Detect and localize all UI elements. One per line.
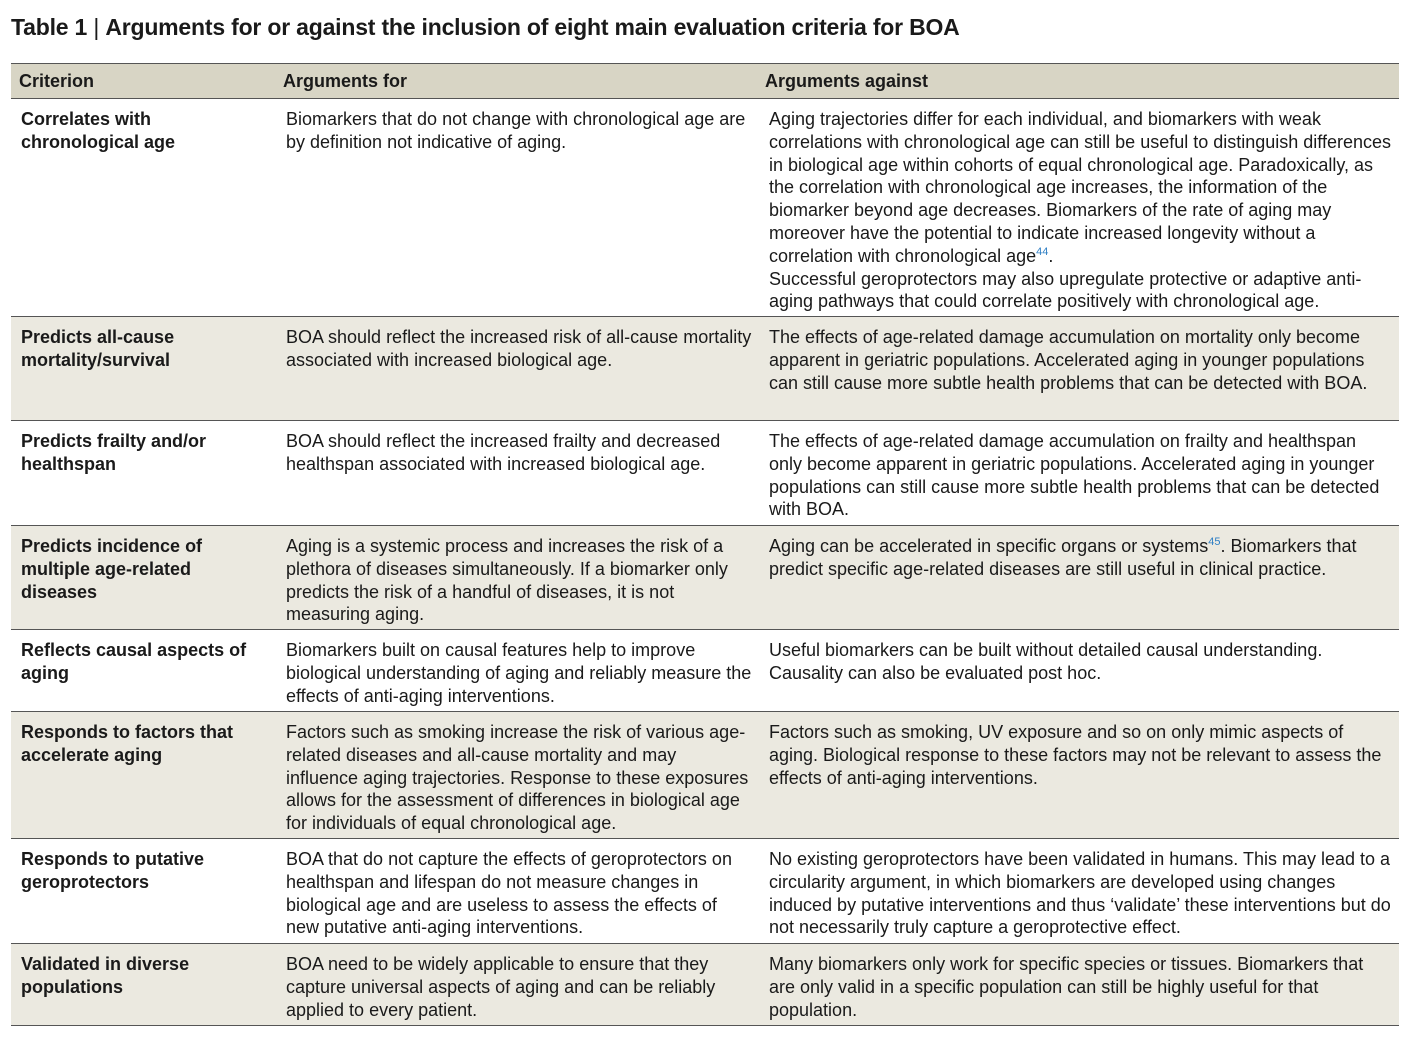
criterion-cell: Responds to putative geroprotectors — [11, 839, 276, 944]
title-separator: | — [87, 14, 106, 40]
arguments-against-cell — [758, 526, 1399, 630]
table-header-row — [11, 64, 1399, 99]
column-header-arguments-for: Arguments for — [276, 64, 758, 99]
arguments-against-paragraph — [769, 108, 1393, 268]
criteria-table — [11, 63, 1399, 1026]
arguments-for-cell: BOA that do not capture the effects of geroprotectors on healthspan and lifespan do not measure changes in biological age and are useless to assess the effects of new putative anti-aging interventions. — [276, 839, 758, 944]
arguments-for-cell: Aging is a systemic process and increases the risk of a plethora of diseases simultaneously. If a biomarker only predicts the risk of a handful of diseases, it is not measuring aging. — [276, 526, 758, 630]
column-header-arguments-against: Arguments against — [758, 64, 1399, 99]
criterion-cell: Responds to factors that accelerate aging — [11, 712, 276, 839]
arguments-against-cell: The effects of age-related damage accumulation on mortality only become apparent in geriatric populations. Accelerated aging in younger populations can still cause more subtle health problems that can be detected with BOA. — [758, 317, 1399, 421]
criterion-cell: Reflects causal aspects of aging — [11, 630, 276, 712]
arguments-against-text: Aging can be accelerated in specific organs or systems — [769, 536, 1209, 556]
table-row — [11, 630, 1399, 712]
table-row — [11, 526, 1399, 630]
arguments-for-cell: Biomarkers that do not change with chronological age are by definition not indicative of aging. — [276, 99, 758, 317]
criterion-cell: Validated in diverse populations — [11, 944, 276, 1026]
reference-link[interactable]: 45 — [1208, 536, 1221, 548]
table-title — [11, 14, 960, 41]
table-row — [11, 421, 1399, 526]
table-row — [11, 944, 1399, 1026]
arguments-against-cell: Many biomarkers only work for specific species or tissues. Biomarkers that are only valid in a specific population can still be highly useful for that population. — [758, 944, 1399, 1026]
arguments-against-cell: The effects of age-related damage accumulation on frailty and healthspan only become apparent in geriatric populations. Accelerated aging in younger populations can still cause more subtle health problems that can be detected with BOA. — [758, 421, 1399, 526]
criterion-cell: Predicts incidence of multiple age-related diseases — [11, 526, 276, 630]
arguments-for-cell: BOA need to be widely applicable to ensure that they capture universal aspects of aging and can be reliably applied to every patient. — [276, 944, 758, 1026]
table-label: Table 1 — [11, 14, 88, 40]
arguments-for-cell: BOA should reflect the increased risk of all-cause mortality associated with increased biological age. — [276, 317, 758, 421]
table-caption: Arguments for or against the inclusion of eight main evaluation criteria for BOA — [105, 14, 960, 40]
arguments-against-cell: Useful biomarkers can be built without detailed causal understanding. Causality can also be evaluated post hoc. — [758, 630, 1399, 712]
arguments-against-extra: Successful geroprotectors may also upregulate protective or adaptive anti-aging pathways that could correlate positively with chronological age. — [769, 268, 1362, 312]
arguments-for-cell: BOA should reflect the increased frailty and decreased healthspan associated with increased biological age. — [276, 421, 758, 526]
criterion-cell: Correlates with chronological age — [11, 99, 276, 317]
criterion-cell: Predicts all-cause mortality/survival — [11, 317, 276, 421]
arguments-against-tail: . Biomarkers that predict specific age-related diseases are still useful in clinical practice. — [769, 536, 1357, 579]
table-row — [11, 712, 1399, 839]
arguments-against-cell — [758, 99, 1399, 317]
arguments-for-cell: Factors such as smoking increase the risk of various age-related diseases and all-cause mortality and may influence aging trajectories. Response to these exposures allows for the assessment of differences in biological age for individuals of equal chronological age. — [276, 712, 758, 839]
table-row — [11, 317, 1399, 421]
table-row — [11, 839, 1399, 944]
arguments-for-cell: Biomarkers built on causal features help to improve biological understanding of aging and reliably measure the effects of anti-aging interventions. — [276, 630, 758, 712]
arguments-against-tail: . — [1048, 245, 1054, 266]
arguments-against-text: Aging trajectories differ for each individual, and biomarkers with weak correlations with chronological age can still be useful to distinguish differences in biological age within cohorts of equal chronological age. Paradoxically, as the correlation with chronological age increases, the information of the biomarker beyond age decreases. Biomarkers of the rate of aging may moreover have the potential to indicate increased longevity without a correlation with chronological age — [769, 109, 1392, 266]
column-header-criterion: Criterion — [11, 64, 276, 99]
table-row — [11, 99, 1399, 317]
reference-link[interactable]: 44 — [1036, 245, 1049, 258]
criterion-cell: Predicts frailty and/or healthspan — [11, 421, 276, 526]
arguments-against-cell: Factors such as smoking, UV exposure and so on only mimic aspects of aging. Biological response to these factors may not be relevant to assess the effects of anti-aging interventions. — [758, 712, 1399, 839]
arguments-against-cell: No existing geroprotectors have been validated in humans. This may lead to a circularity argument, in which biomarkers are developed using changes induced by putative interventions and thus ‘validate’ these interventions but do not necessarily truly capture a geroprotective effect. — [758, 839, 1399, 944]
